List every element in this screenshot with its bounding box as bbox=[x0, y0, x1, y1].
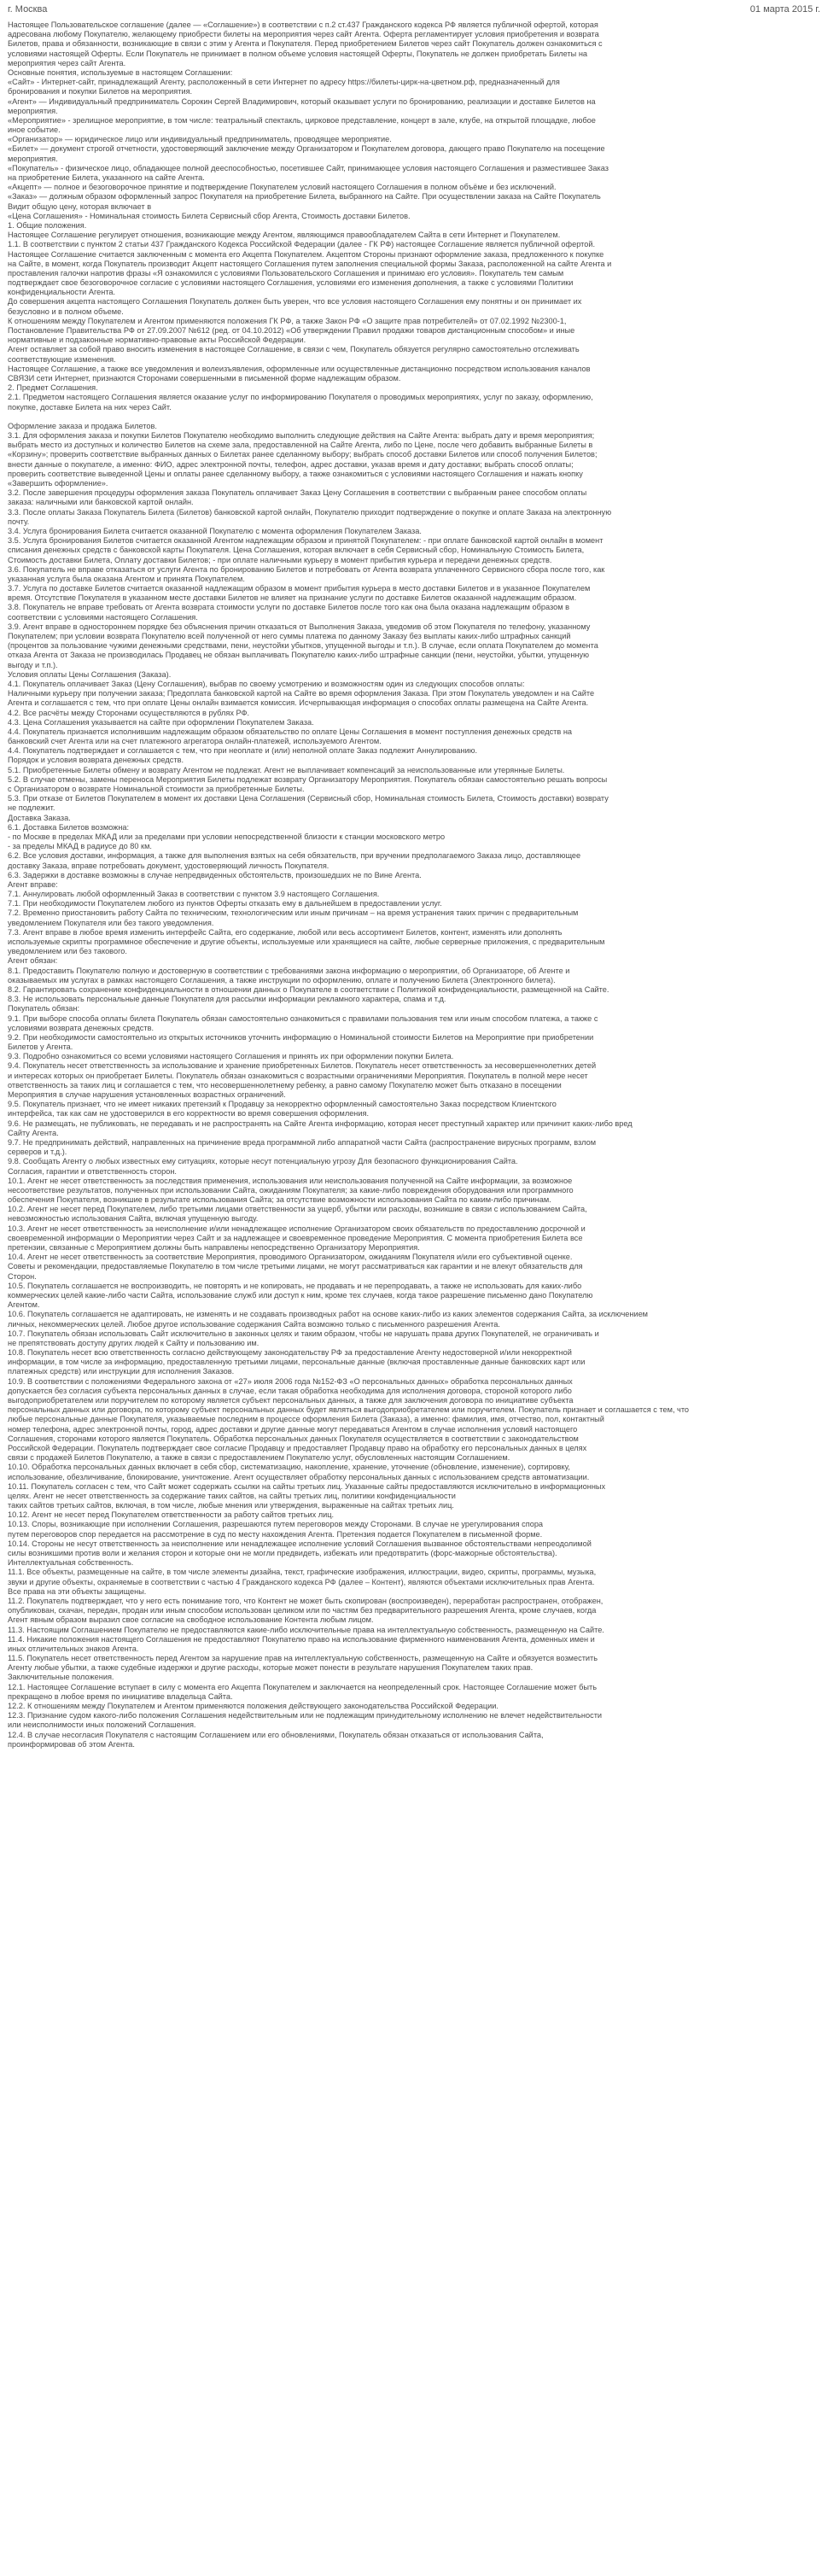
agreement-line: 6.3. Задержки в доставке возможны в случае непредвиденных обстоятельств, произошедших не по Вине Агента. bbox=[8, 870, 422, 879]
agreement-line: или неисполнимости иных положений Соглашения. bbox=[8, 1720, 196, 1730]
agreement-line: (процентов за пользование чужими денежными средствами, пени, неустойки убытков, упущенной выгоды и т.п.). В случае, если оплата Покупателем до момента bbox=[8, 641, 598, 651]
agreement-line: 1. Общие положения. bbox=[8, 220, 87, 230]
document-date: 01 марта 2015 г. bbox=[749, 4, 820, 15]
agreement-line: 11.2. Покупатель подтверждает, что у него есть понимание того, что Контент не может быть скопирован (воспроизведен), переработан распространен, отображен, bbox=[8, 1596, 604, 1605]
agreement-line: 8.2. Гарантировать сохранение конфиденциальности в отношении данных о Покупателе в соответствии с Политикой конфиденциальности, размещенной на Сайте. bbox=[8, 984, 609, 994]
agreement-line: 12.2. К отношениям между Покупателем и Агентом применяются положения действующего законодательства Российской Федерации. bbox=[8, 1702, 499, 1710]
agreement-line: Соглашения, сторонами которого является Покупатель. Обработка персональных данных Покупателя осуществляется в соответствии с законодательством bbox=[8, 1434, 579, 1443]
agreement-line: целях. Агент не несет ответственность за содержание таких сайтов, на сайты третьих лиц, политики конфиденциальности bbox=[8, 1491, 456, 1500]
agreement-line: звуки и другие объекты, охраняемые в соответствии с частью 4 Гражданского кодекса РФ (далее – Контент), являются объектами исключительных прав Агента. bbox=[8, 1577, 595, 1586]
agreement-line: 11.3. Настоящим Соглашением Покупателю не предоставляются какие-либо исключительные права на интеллектуальную собственность, размещенную на Сайте. bbox=[8, 1625, 604, 1634]
agreement-line: мероприятия через сайт Агента. bbox=[8, 58, 126, 67]
agreement-line: 10.8. Покупатель несет всю ответственность согласно действующему законодательству РФ за предоставление Агенту недостоверной и/или некорректной bbox=[8, 1348, 572, 1358]
agreement-line: До совершения акцепта настоящего Соглашения Покупатель должен быть уверен, что все условия настоящего Соглашения ему понятны и он принимает их bbox=[8, 297, 582, 307]
agreement-line: 10.4. Агент не несет ответственность за соответствие Мероприятия, проводимого Организатором, ожиданиям Покупателя и/или его субъективной оценке. bbox=[8, 1253, 573, 1262]
agreement-line: Настоящее Пользовательское соглашение (далее — «Соглашение») в соответствии с п.2 ст.437 Гражданского кодекса РФ является публичной офертой, которая bbox=[8, 20, 598, 29]
agreement-line: 9.1. При выборе способа оплаты билета Покупатель обязан самостоятельно ознакомиться с правилами пользования тем или иным способом платежа, а также с bbox=[8, 1013, 598, 1023]
agreement-line: прекращено в любое время по инициативе владельца Сайта. bbox=[8, 1691, 233, 1701]
agreement-line: 10.1. Агент не несет ответственность за последствия применения, использования или неиспользования полученной на Сайте информации, за возможное bbox=[8, 1176, 573, 1185]
agreement-line: конфиденциальности Агента. bbox=[8, 288, 116, 297]
agreement-line: 4.3. Цена Соглашения указывается на сайте при оформлении Покупателем Заказа. bbox=[8, 717, 314, 727]
agreement-line: «Агент» — Индивидуальный предприниматель Сорокин Сергей Владимирович, который оказывает услуги по бронированию, реализации и доставке Билетов на bbox=[8, 96, 596, 106]
agreement-line: своевременной информации о Мероприятии через Сайт и за надлежащее и своевременное проведение Мероприятия. С момента приобретения Билета все bbox=[8, 1233, 583, 1242]
agreement-line: 9.6. Не размещать, не публиковать, не передавать и не распространять на Сайте Агента информацию, которая несет преступный характер или причинит каких-либо вред bbox=[8, 1119, 633, 1128]
agreement-line: 5.2. В случае отмены, замены переноса Мероприятия Билеты подлежат возврату Организатору Мероприятия. Покупатель обязан самостоятельно решать вопросы bbox=[8, 774, 608, 784]
agreement-line: связи с продажей Билетов Покупателю, а также в связи с предоставлением Покупателю услуг, обусловленных настоящим Соглашением. bbox=[8, 1453, 510, 1463]
agreement-line: 10.3. Агент не несет ответственность за неисполнение и/или ненадлежащее исполнение Организатором своих обязательств по предоставлению досрочной и bbox=[8, 1224, 586, 1233]
agreement-line: выгодоприобретателем или поручителем по которому является субъект персональных данных, а также для заключения договора по инициативе субъекта bbox=[8, 1396, 574, 1405]
agreement-line: опубликован, скачан, передан, продан или иным способом использован целиком или по частям без предварительного разрешения Агента, кроме случаев, когда bbox=[8, 1606, 597, 1615]
agreement-line: 5.1. Приобретенные Билеты обмену и возврату Агентом не подлежат. Агент не выплачивает компенсаций за неиспользованные или утерянные Билеты. bbox=[8, 765, 565, 774]
agreement-line: «Билет» — документ строгой отчетности, удостоверяющий заключение между Организатором и Покупателем договора, дающего право Покупателю на посещение bbox=[8, 144, 605, 154]
agreement-line: используемые скрипты программное обеспечение и другие объекты, используемые или хранящиеся на сайте, любые серверные приложения, с предварительным bbox=[8, 938, 605, 946]
agreement-line: Порядок и условия возврата денежных средств. bbox=[8, 756, 184, 765]
agreement-line: мероприятия. bbox=[8, 154, 58, 163]
agreement-line: номер телефона, адрес электронной почты, город, адрес доставки и другие данные могут передаваться Агентом в случае исполнения условий настоящего bbox=[8, 1424, 578, 1434]
agreement-line: Сайту Агента. bbox=[8, 1128, 59, 1137]
agreement-line: иных отличительных знаков Агента. bbox=[8, 1644, 139, 1653]
agreement-line: Условия оплаты Цены Соглашения (Заказа). bbox=[8, 669, 172, 679]
agreement-line: серверов и т.д.). bbox=[8, 1148, 67, 1157]
agreement-line: адресована любому Покупателю, желающему приобрести билеты на мероприятия через сайт Агента. Оферта регламентирует условия приобретения и возврата bbox=[8, 30, 599, 39]
agreement-line: Стоимость доставки Билета, Оплату доставки Билетов; - при оплате наличными курьеру в момент прибытия курьера и передачи денежных средств. bbox=[8, 555, 552, 564]
agreement-line: Билетов, права и обязанности, возникающие в связи с этим у Агента и Покупателя. Перед приобретением Билетов через сайт Покупатель должен ознакомиться с bbox=[8, 39, 603, 49]
agreement-line: Наличными курьеру при получении заказа; Предоплата банковской картой на Сайте во время оформления Заказа. При этом Покупатель уведомлен и на Сайте bbox=[8, 689, 595, 698]
agreement-line: 12.1. Настоящее Соглашение вступает в силу с момента его Акцепта Покупателем и заключается на неопределенный срок. Настоящее Соглашение может быть bbox=[8, 1682, 598, 1691]
agreement-line: безусловно и в полном объеме. bbox=[8, 307, 124, 316]
agreement-line: 7.3. Агент вправе в любое время изменить интерфейс Сайта, его содержание, любой или весь ассортимент Билетов, контент, изменять или дополнять bbox=[8, 927, 563, 937]
agreement-line: Мероприятия в случае нарушения установленных возрастных ограничений. bbox=[8, 1090, 286, 1099]
agreement-line: Настоящее Соглашение регулирует отношения, возникающие между Агентом, являющимся правообладателем Сайта в сети Интернет и Покупателем. bbox=[8, 231, 561, 240]
agreement-line: Российской Федерации. Покупатель подтверждает свое согласие Продавцу и предоставляет Продавцу право на обработку его персональных данных в целях bbox=[8, 1443, 587, 1452]
agreement-line: Интеллектуальная собственность. bbox=[8, 1558, 134, 1568]
agreement-line: 3.8. Покупатель не вправе требовать от Агента возврата стоимости услуги по доставке Билетов после того как она была оказана надлежащим образом в bbox=[8, 603, 569, 612]
agreement-line: покупке, доставке Билета на них через Сайт. bbox=[8, 402, 172, 412]
agreement-line: 6.2. Все условия доставки, информация, а также для выполнения взятых на себя обязательств, при вручении предполагаемого Заказа лицо, доставляющее bbox=[8, 851, 581, 861]
agreement-line: не подлежит. bbox=[8, 803, 55, 813]
agreement-line: 9.4. Покупатель несет ответственность за использование и хранение приобретенных Билетов. Покупатель несет ответственность за несовершеннолетних детей bbox=[8, 1061, 597, 1071]
agreement-line: 2.1. Предметом настоящего Соглашения является оказание услуг по информированию Покупателя о проводимых мероприятиях, услуг по заказу, оформлению, bbox=[8, 393, 593, 402]
agreement-line: с Организатором о возврате Номинальной стоимости за приобретенные Билеты. bbox=[8, 785, 305, 793]
agreement-line: условиями настоящей Оферты. Если Покупатель не принимает в полном объеме условия настоящей Оферты, Покупатель не должен приобретать Билеты на bbox=[8, 49, 588, 58]
agreement-line: Сторон. bbox=[8, 1271, 37, 1281]
agreement-line: 9.5. Покупатель признает, что не имеет никаких претензий к Продавцу за некорректно оформленный самостоятельно Заказ посредством Клиентского bbox=[8, 1100, 557, 1109]
agreement-line: личных, некоммерческих целей. Любое другое использование содержания Сайта возможно только с письменного разрешения Агента. bbox=[8, 1319, 500, 1329]
agreement-line: невозможностью использования Сайта, включая упущенную выгоду. bbox=[8, 1214, 259, 1224]
agreement-line: банковский счет Агента или на счет платежного агрегатора онлайн-платежей, используемого Агентом. bbox=[8, 737, 382, 746]
agreement-line: Настоящее Соглашение, а также все уведомления и волеизъявления, оформленные или осуществленные дистанционно посредством использования каналов bbox=[8, 364, 591, 373]
agreement-line: и интересах которых он приобретает Билеты. Покупатель обязан ознакомиться с возрастными ограничениями Мероприятия. Покупатель в полной мере несет bbox=[8, 1071, 588, 1080]
agreement-line: 10.9. В соответствии с положениями Федерального закона от «27» июля 2006 года №152-ФЗ «О персональных данных» обработка персональных данных bbox=[8, 1376, 573, 1386]
agreement-line: 8.3. Не использовать персональные данные Покупателя для рассылки информации рекламного характера, спама и т.д. bbox=[8, 995, 446, 1004]
agreement-line: 10.13. Споры, возникающие при исполнении Соглашения, разрешаются путем переговоров между Сторонами. В случае не урегулирования спора bbox=[8, 1520, 544, 1529]
agreement-line: интерфейса, так как сам не удостоверился в его корректности во время совершения оформления. bbox=[8, 1109, 370, 1119]
agreement-line: СВЯЗИ сети Интернет, признаются Сторонами совершенными в письменной форме надлежащим образом. bbox=[8, 373, 401, 383]
agreement-line: 2. Предмет Соглашения. bbox=[8, 383, 98, 393]
agreement-line: использование, обезличивание, блокирование, уничтожение. Агент осуществляет обработку персональных данных с использованием средств автоматизации. bbox=[8, 1472, 590, 1481]
agreement-line: 7.2. Временно приостановить работу Сайта по техническим, технологическим или иным причинам – на время устранения таких причин с предварительным bbox=[8, 908, 579, 918]
agreement-line: 5.3. При отказе от Билетов Покупателем в момент их доставки Цена Соглашения (Сервисный сбор, Номинальная стоимость Билета, Стоимость доставки) возврату bbox=[8, 794, 609, 803]
agreement-line: 3.6. Покупатель не вправе отказаться от услуги Агента по бронированию Билетов и потребовать от Агента возврата уплаченного Сервисного сбора после того, как bbox=[8, 564, 605, 574]
agreement-line bbox=[8, 412, 820, 422]
agreement-line: 10.12. Агент не несет перед Покупателем ответственности за работу сайтов третьих лиц. bbox=[8, 1510, 335, 1520]
agreement-line: 11.4. Никакие положения настоящего Соглашения не предоставляют Покупателю право на использование фирменного наименования Агента, доменных имен и bbox=[8, 1634, 595, 1644]
agreement-line: внести данные о покупателе, а именно: ФИО, адрес электронной почты, телефон, адрес доставки, указав время и дату доставки; выбрать способ оплаты; bbox=[8, 459, 574, 469]
agreement-line: 11.5. Покупатель несет ответственность перед Агентом за нарушение прав на интеллектуальную собственность, размещенную на Сайте и обязуется возместить bbox=[8, 1654, 598, 1663]
agreement-line: 3.9. Агент вправе в одностороннем порядке без объяснения причин отказаться от Выполнения Заказа, уведомив об этом Покупателя по телефону, указанному bbox=[8, 622, 591, 631]
agreement-line: Согласия, гарантии и ответственность сторон. bbox=[8, 1166, 177, 1176]
agreement-line: 9.2. При необходимости самостоятельно из открытых источников уточнить информацию о Номинальной стоимости Билетов на Мероприятие при приобретении bbox=[8, 1032, 594, 1042]
agreement-line: 10.7. Покупатель обязан использовать Сайт исключительно в законных целях и таким образом, чтобы не нарушать права других Покупателей, не ограничивать и bbox=[8, 1329, 599, 1338]
agreement-line: соответствии с условиями настоящего Соглашения. bbox=[8, 612, 198, 622]
agreement-line: 10.2. Агент не несет перед Покупателем, либо третьими лицами ответственности за ущерб, убытки или расходы, возникшие в связи с использованием Сайта, bbox=[8, 1205, 587, 1214]
agreement-line: ответственность за таких лиц и соглашается с тем, что несовершеннолетнему ребенку, а равно самому Покупателю может быть отказано в посещении bbox=[8, 1080, 562, 1089]
agreement-line: допускается без согласия субъекта персональных данных в случае, если такая обработка необходима для исполнения договора, стороной которого либо bbox=[8, 1386, 572, 1395]
agreement-line: проверить соответствие выведенной Цены и оплаты ранее сделанному выбору, а также ознакомиться с условиями настоящего Соглашения и нажать кнопку bbox=[8, 469, 583, 478]
agreement-line: 4.1. Покупатель оплачивает Заказ (Цену Соглашения), выбрав по своему усмотрению и возможностям один из следующих способов оплаты: bbox=[8, 679, 525, 688]
agreement-line: 3.5. Услуга бронирования Билетов считается оказанной Агентом надлежащим образом и принятой Покупателем: - при оплате банковской картой онлайн в момент bbox=[8, 536, 604, 546]
agreement-line: на Сайте, в момент, когда Покупатель производит Акцепт настоящего Соглашения путем заполнения специальной формы Заказа, расположенной на сайте Агента и bbox=[8, 259, 612, 268]
agreement-line: 9.7. Не предпринимать действий, направленных на причинение вреда программной либо аппаратной части Сайта (распространение вирусных программ, взлом bbox=[8, 1137, 597, 1147]
agreement-line: 3.2. После завершения процедуры оформления заказа Покупатель оплачивает Заказ Цену Соглашения в соответствии с выбранным ранее способом оплаты bbox=[8, 488, 587, 498]
agreement-line: 10.5. Покупатель соглашается не воспроизводить, не повторять и не копировать, не продавать и не перепродавать, а также не использовать для каких-либо bbox=[8, 1281, 582, 1290]
agreement-line: иное событие. bbox=[8, 126, 61, 135]
agreement-line: претензии, связанные с Мероприятием должны быть направлены непосредственно Организатору Мероприятия. bbox=[8, 1243, 420, 1252]
agreement-line: Агент вправе: bbox=[8, 879, 58, 889]
agreement-line: 4.4. Покупатель признается исполнившим надлежащим образом обязательство по оплате Цены Соглашения в момент поступления денежных средств на bbox=[8, 727, 572, 736]
agreement-line: не препятствовать доступу других людей к Сайту и пользованию им. bbox=[8, 1338, 259, 1347]
agreement-line: К отношениям между Покупателем и Агентом применяются положения ГК РФ, а также Закон РФ «О защите прав потребителей» от 07.02.1992 №2300-1, bbox=[8, 316, 567, 325]
agreement-line: 8.1. Предоставить Покупателю полную и достоверную в соответствии с требованиями закона информацию о мероприятии, об Организаторе, об Агенте и bbox=[8, 966, 570, 975]
agreement-line: соответствующие изменения. bbox=[8, 354, 116, 364]
agreement-line: 9.3. Подробно ознакомиться со всеми условиями настоящего Соглашения и принять их при оформлении покупки Билета. bbox=[8, 1052, 454, 1061]
document-header bbox=[8, 3, 820, 20]
agreement-line: платежных средств) или инструкции для исполнения Заказов. bbox=[8, 1367, 235, 1376]
agreement-line: условиями возврата денежных средств. bbox=[8, 1023, 155, 1032]
agreement-line: нормативные и подзаконные нормативно-правовые акты Российской Федерации. bbox=[8, 336, 306, 345]
agreement-line: Агент обязан: bbox=[8, 956, 58, 966]
agreement-line: бронирования и покупки Билетов на мероприятия. bbox=[8, 87, 193, 96]
agreement-line: 3.4. Услуга бронирования Билета считается оказанной Покупателю с момента оформления Покупателем Заказа. bbox=[8, 526, 422, 535]
agreement-line: «Мероприятие» - зрелищное мероприятие, в том числе: театральный спектакль, цирковое представление, концерт в зале, клубе, на открытой площадке, любое bbox=[8, 115, 596, 125]
agreement-line: заказа: наличными или банковской картой онлайн. bbox=[8, 498, 194, 507]
agreement-line: Агент оставляет за собой право вносить изменения в настоящее Соглашение, в связи с чем, Покупатель обязуется регулярно самостоятельно отслеживать bbox=[8, 345, 580, 354]
agreement-line: 4.2. Все расчёты между Сторонами осуществляются в рублях РФ. bbox=[8, 708, 250, 717]
agreement-line: 1.1. В соответствии с пунктом 2 статьи 437 Гражданского Кодекса Российской Федерации (далее - ГК РФ) настоящее Соглашение является публичной офертой. bbox=[8, 240, 596, 249]
agreement-line: оказываемых им услугах в рамках настоящего Соглашения, а также инструкции по оформлению, оплате и получению Билета (Электронного билета). bbox=[8, 975, 556, 984]
agreement-line: «Сайт» - Интернет-сайт, принадлежащий Агенту, расположенный в сети Интернет по адресу https://билеты-цирк-на-цветном.рф, предназначенный для bbox=[8, 78, 560, 87]
agreement-line: «Покупатель» - физическое лицо, обладающее полной дееспособностью, посетившее Сайт, принимающее условия настоящего Соглашения и разместившее Заказ bbox=[8, 163, 609, 172]
agreement-line: Основные понятия, используемые в настоящем Соглашении: bbox=[8, 67, 233, 77]
agreement-line: на приобретение Билета, указанного на сайте Агента. bbox=[8, 173, 205, 182]
agreement-line: Советы и рекомендации, предоставляемые Покупателю в том числе третьими лицами, не могут рассматриваться как гарантии и не влекут обязательств для bbox=[8, 1262, 583, 1271]
agreement-line: 3.7. Услуга по доставке Билетов считается оказанной надлежащим образом в момент прибытия курьера в место доставки Билетов и в указанное Покупателем bbox=[8, 584, 591, 593]
agreement-line: уведомлением Покупателя или без такого уведомления. bbox=[8, 918, 214, 927]
agreement-line: персональных данных или договора, по которому субъект персональных данных будет являться выгодоприобретателем или поручителем. Покупатель признает и соглашается с тем, что bbox=[8, 1405, 690, 1415]
document-city: г. Москва bbox=[8, 4, 48, 15]
agreement-line: «Заказ» — должным образом оформленный запрос Покупателя на приобретение Билета, выбранного на Сайте. При осуществлении заказа на Сайте Покупатель bbox=[8, 192, 601, 202]
agreement-line: коммерческих целей какие-либо части Сайта, использование служб или доступ к ним, кроме тех случаев, когда такое разрешение письменно дано Покупателю bbox=[8, 1290, 593, 1300]
agreement-line: 10.6. Покупатель соглашается не адаптировать, не изменять и не создавать производных работ на основе каких-либо из каких элементов содержания Сайта, за исключением bbox=[8, 1310, 648, 1319]
agreement-line: Все права на эти объекты защищены. bbox=[8, 1586, 147, 1596]
agreement-line: выбрать место из доступных и количество Билетов на схеме зала, предоставленной на Сайте Агента, либо по Цене, после чего добавить выбранные Билеты в bbox=[8, 441, 593, 450]
agreement-line: мероприятия. bbox=[8, 106, 58, 115]
agreement-line: 12.4. В случае несогласия Покупателя с настоящим Соглашением или его обновлениями, Покупатель обязан отказаться от использования Сайта, bbox=[8, 1730, 544, 1739]
agreement-line: Покупатель обязан: bbox=[8, 1004, 80, 1013]
agreement-line: - за пределы МКАД в радиусе до 80 км. bbox=[8, 842, 152, 851]
agreement-line: 11.1. Все объекты, размещенные на сайте, в том числе элементы дизайна, текст, графические изображения, иллюстрации, видео, скрипты, программы, музыка, bbox=[8, 1568, 597, 1577]
agreement-line: Агенту любые убытки, а также судебные издержки и другие расходы, которые может понести в результате нарушения Покупателем таких прав. bbox=[8, 1663, 534, 1673]
agreement-line: время. Отсутствие Покупателя в указанном месте доставки Билетов не влияет на признание услуги по доставке Билетов оказанной надлежащим образом. bbox=[8, 593, 577, 603]
agreement-line: силы возникшими против воли и желания сторон и которые они не могли предвидеть, избежать или предотвратить (форс-мажорные обстоятельства). bbox=[8, 1549, 557, 1557]
agreement-line: 7.1. Аннулировать любой оформленный Заказ в соответствии с пунктом 3.9 настоящего Соглашения. bbox=[8, 890, 380, 899]
agreement-line: списания денежных средств с банковской карты Покупателя. Цена Соглашения, которая включает в себя Сервисный сбор, Номинальную Стоимость Билета, bbox=[8, 546, 585, 555]
agreement-line: Билетов у Агента. bbox=[8, 1043, 73, 1052]
agreement-line: 10.11. Покупатель согласен с тем, что Сайт может содержать ссылки на сайты третьих лиц. Указанные сайты предоставляются исключительно в информационных bbox=[8, 1481, 606, 1491]
agreement-line: 12.3. Признание судом какого-либо положения Соглашения недействительным или не подлежащим принудительному исполнению не влечет недействительности bbox=[8, 1711, 603, 1720]
agreement-line: указанная услуга была оказана Агентом и принята Покупателем. bbox=[8, 574, 245, 583]
agreement-line: «Завершить оформление». bbox=[8, 479, 108, 488]
agreement-line: Покупателем; при условии возврата Покупателю всей полученной от него суммы платежа по данному Заказу без выплаты каких-либо штрафных санкций bbox=[8, 632, 571, 640]
agreement-line: подтверждает свое безоговорочное согласие с условиями настоящего Соглашения, условиями его изменения дополнения, а также с условиями Политики bbox=[8, 278, 574, 288]
agreement-line: путем переговоров спор передается на рассмотрение в суд по месту нахождения Агента. Претензия подается Покупателем в письменной форме. bbox=[8, 1529, 543, 1539]
agreement-line: информации, в том числе за информацию, предоставленную третьими лицами, персональные данные (включая проставленные данные банковских карт или bbox=[8, 1358, 586, 1367]
agreement-line: несоответствие результатов, полученных при использовании Сайта, ожиданиям Покупателя; за какие-либо повреждения оборудования или программного bbox=[8, 1185, 574, 1195]
agreement-line: - по Москве в пределах МКАД или за пределами при условии непосредственной близости к станции московского метро bbox=[8, 832, 446, 841]
agreement-line: отказа Агента от Заказа не производилась Продавец не обязан выплачивать Покупателю каких-либо штрафные санкции (пени, неустойки, убытки, упущенную bbox=[8, 651, 589, 660]
agreement-line: таких сайтов третьих сайтов, включая, в том числе, любые мнения или утверждения, выраженные на сайтах третьих лиц. bbox=[8, 1501, 454, 1510]
agreement-body bbox=[8, 20, 820, 1749]
agreement-line: Видит общую цену, которая включает в bbox=[8, 202, 152, 211]
agreement-line: 6.1. Доставка Билетов возможна: bbox=[8, 822, 130, 832]
agreement-line: «Корзину»; проверить соответствие выбранных данных о Билетах ранее сделанному выбору; выбрать способ доставки Билетов или способ получения Билетов; bbox=[8, 450, 598, 459]
agreement-line: обеспечения Покупателя, возникшие в результате использования Сайта; за отсутствие возможности использования Сайта по каким-либо причинам. bbox=[8, 1195, 551, 1205]
agreement-line: 4.4. Покупатель подтверждает и соглашается с тем, что при неоплате и (или) неполной оплате Заказ подлежит Аннулированию. bbox=[8, 746, 478, 756]
agreement-line: уведомлением или без такового. bbox=[8, 947, 127, 956]
agreement-line: «Организатор» — юридическое лицо или индивидуальный предприниматель, проводящее мероприятие. bbox=[8, 135, 392, 144]
agreement-line: «Цена Соглашения» - Номинальная стоимость Билета Сервисный сбор Агента, Стоимость доставки Билетов. bbox=[8, 211, 411, 220]
agreement-line: Агентом. bbox=[8, 1300, 40, 1310]
agreement-line: 9.8. Сообщать Агенту о любых известных ему ситуациях, которые несут потенциальную угрозу Для безопасного функционирования Сайта. bbox=[8, 1157, 518, 1166]
agreement-line: Агент явным образом выразил свое согласие на свободное использование Контента любым лицом. bbox=[8, 1615, 374, 1625]
agreement-line: Доставка Заказа. bbox=[8, 813, 71, 822]
agreement-line: 7.1. При необходимости Покупателем любого из пунктов Оферты отказать ему в дальнейшем в предоставлении услуг. bbox=[8, 899, 442, 908]
agreement-line: выгоду и т.п.). bbox=[8, 660, 58, 669]
agreement-line: Настоящее Соглашение считается заключенным с момента его Акцепта Покупателем. Акцептом Стороны признают оформление заказа, предложенного к покупке bbox=[8, 249, 604, 259]
agreement-line: 3.3. После оплаты Заказа Покупатель Билета (Билетов) банковской картой онлайн, Покупателю приходит подтверждение о покупке и оплате Заказа на электронную bbox=[8, 507, 612, 517]
agreement-line: почту. bbox=[8, 517, 30, 526]
agreement-line: Заключительные положения. bbox=[8, 1673, 114, 1682]
agreement-line: Агента и соглашается с тем, что при оплате Цены онлайн взимается комиссия. Исчерпывающая информация о способах оплаты размещена на Сайте Агента. bbox=[8, 698, 589, 708]
agreement-line: 3.1. Для оформления заказа и покупки Билетов Покупателю необходимо выполнить следующие действия на Сайте Агента: выбрать дату и время мероприятия; bbox=[8, 431, 595, 441]
agreement-line: доставку Заказа, вправе потребовать документ, удостоверяющий личность Покупателя. bbox=[8, 861, 329, 870]
agreement-line: Постановление Правительства РФ от 27.09.2007 №612 (ред. от 04.10.2012) «Об утверждении Правил продажи товаров дистанционным способом» и иные bbox=[8, 326, 575, 335]
agreement-line: «Акцепт» — полное и безоговорочное принятие и подтверждение Покупателем условий настоящего Соглашения в полном объёме и без исключений. bbox=[8, 183, 557, 192]
agreement-line: любые персональные данные Покупателя, указываемые последним в процессе оформления Билета (Заказа), а именно: фамилия, имя, отчество, пол, контактный bbox=[8, 1415, 604, 1424]
agreement-line: 10.10. Обработка персональных данных включает в себя сбор, систематизацию, накопление, хранение, уточнение (обновление, изменение), сортировку, bbox=[8, 1463, 570, 1472]
agreement-line: проставления галочки напротив фразы «Я ознакомился с условиями Пользовательского Соглашения и принимаю его условия». Покупатель тем самым bbox=[8, 268, 564, 277]
agreement-line: 10.14. Стороны не несут ответственность за неисполнение или ненадлежащее исполнение условий Соглашения вызванное обстоятельствами непреодолимой bbox=[8, 1539, 592, 1548]
agreement-line: проинформировав об этом Агента. bbox=[8, 1739, 135, 1749]
agreement-line: Оформление заказа и продажа Билетов. bbox=[8, 421, 157, 430]
